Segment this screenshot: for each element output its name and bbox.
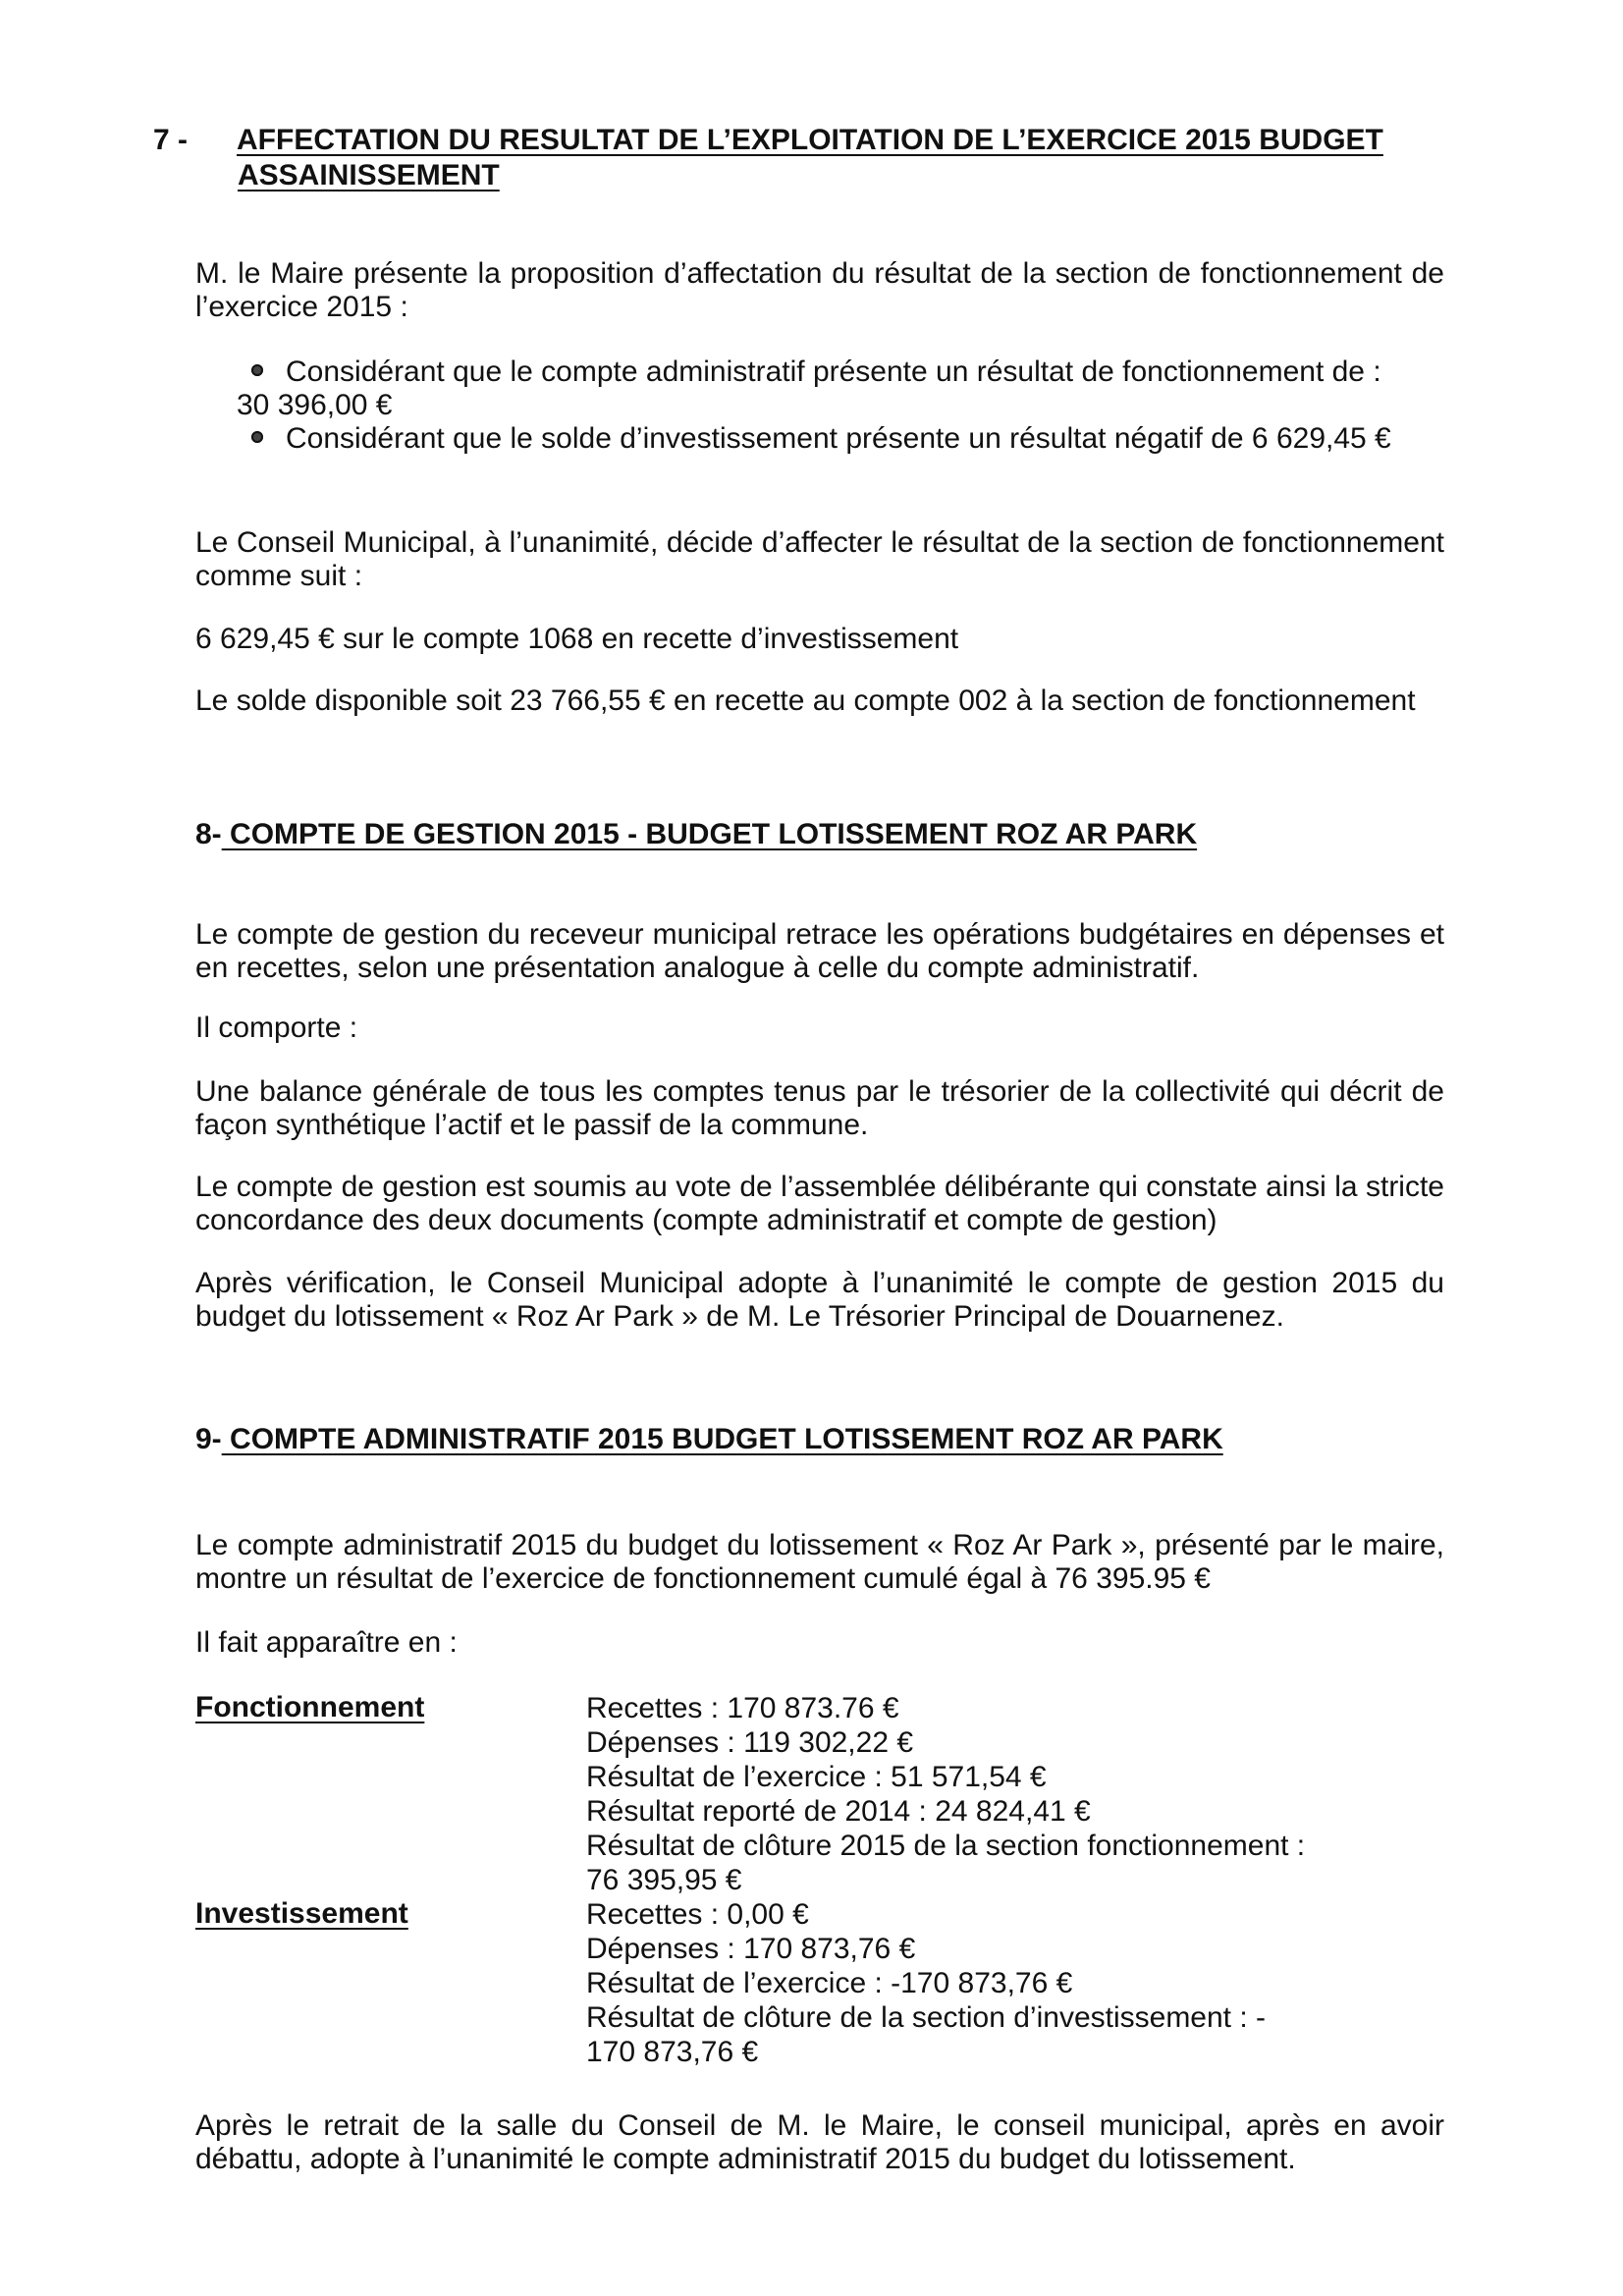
section-9-conclusion: Après le retrait de la salle du Conseil de M. le Maire, le conseil municipal, après en avoir débattu, adopte à l’unanimité le compte administratif 2015 du budget du lotissement.	[195, 2109, 1444, 2175]
bullet-1-line2: 30 396,00 €	[237, 389, 393, 421]
bullet-dot-icon	[251, 364, 263, 376]
section-7-intro: M. le Maire présente la proposition d’affectation du résultat de la section de fonctionnement de l’exercice 2015 :	[195, 257, 1444, 323]
fonctionnement-lines	[586, 1691, 1450, 1897]
section-8-heading	[195, 817, 1462, 852]
list-item	[195, 422, 1444, 456]
section-8-title: COMPTE DE GESTION 2015 - BUDGET LOTISSEMENT ROZ AR PARK	[221, 818, 1198, 850]
section-8-p2: Il comporte :	[195, 1011, 358, 1044]
fonctionnement-label: Fonctionnement	[195, 1691, 425, 1723]
section-9-p1: Le compte administratif 2015 du budget du lotissement « Roz Ar Park », présenté par le maire, montre un résultat de l’exercice de fonctionnement cumulé égal à 76 395.95 €	[195, 1529, 1444, 1595]
section-7-balance: Le solde disponible soit 23 766,55 € en recette au compte 002 à la section de fonctionnement	[195, 684, 1416, 717]
section-7-allocation: 6 629,45 € sur le compte 1068 en recette d’investissement	[195, 623, 959, 655]
bullet-dot-icon	[251, 431, 263, 443]
section-9-heading	[195, 1422, 1462, 1457]
section-7-title: AFFECTATION DU RESULTAT DE L’EXPLOITATION DE L’EXERCICE 2015 BUDGET ASSAINISSEMENT	[237, 124, 1383, 191]
section-7-bullet-list	[195, 355, 1444, 456]
section-8-p1: Le compte de gestion du receveur municipal retrace les opérations budgétaires en dépenses et en recettes, selon une présentation analogue à celle du compte administratif.	[195, 918, 1444, 984]
section-7-decision: Le Conseil Municipal, à l’unanimité, décide d’affecter le résultat de la section de fonctionnement comme suit :	[195, 526, 1444, 592]
section-8-number: 8-	[195, 818, 222, 850]
section-8-p4: Le compte de gestion est soumis au vote de l’assemblée délibérante qui constate ainsi la stricte concordance des deux documents (compte administratif et compte de gestion)	[195, 1171, 1444, 1236]
section-8-p5: Après vérification, le Conseil Municipal adopte à l’unanimité le compte de gestion 2015 du budget du lotissement « Roz Ar Park » de M. Le Trésorier Principal de Douarnenez.	[195, 1267, 1444, 1333]
list-item: Recettes : 170 873.76 €	[586, 1692, 899, 1724]
list-item: Résultat de l’exercice : -170 873,76 €	[586, 1967, 1073, 1999]
investissement-lines	[586, 1897, 1450, 2069]
section-7-heading	[153, 123, 1462, 193]
list-item: 76 395,95 €	[586, 1864, 742, 1896]
section-9-title: COMPTE ADMINISTRATIF 2015 BUDGET LOTISSEMENT ROZ AR PARK	[221, 1423, 1223, 1455]
list-item: Résultat de l’exercice : 51 571,54 €	[586, 1761, 1047, 1793]
section-9-p2: Il fait apparaître en :	[195, 1626, 458, 1659]
bullet-1-line1: Considérant que le compte administratif présente un résultat de fonctionnement de :	[286, 355, 1381, 388]
investissement-label: Investissement	[195, 1897, 408, 1930]
section-9-number: 9-	[195, 1423, 222, 1455]
list-item: Recettes : 0,00 €	[586, 1898, 809, 1931]
list-item: Résultat reporté de 2014 : 24 824,41 €	[586, 1795, 1091, 1828]
section-8-p3: Une balance générale de tous les comptes tenus par le trésorier de la collectivité qui décrit de façon synthétique l’actif et le passif de la commune.	[195, 1075, 1444, 1141]
list-item: Résultat de clôture de la section d’investissement : -	[586, 2001, 1267, 2034]
list-item: Dépenses : 170 873,76 €	[586, 1933, 916, 1965]
list-item	[195, 355, 1444, 422]
list-item: Résultat de clôture 2015 de la section fonctionnement :	[586, 1830, 1306, 1862]
list-item: Dépenses : 119 302,22 €	[586, 1726, 914, 1759]
bullet-2-line1: Considérant que le solde d’investissement présente un résultat négatif de 6 629,45 €	[286, 422, 1391, 455]
list-item: 170 873,76 €	[586, 2036, 759, 2068]
section-7-number: 7 -	[153, 124, 189, 156]
